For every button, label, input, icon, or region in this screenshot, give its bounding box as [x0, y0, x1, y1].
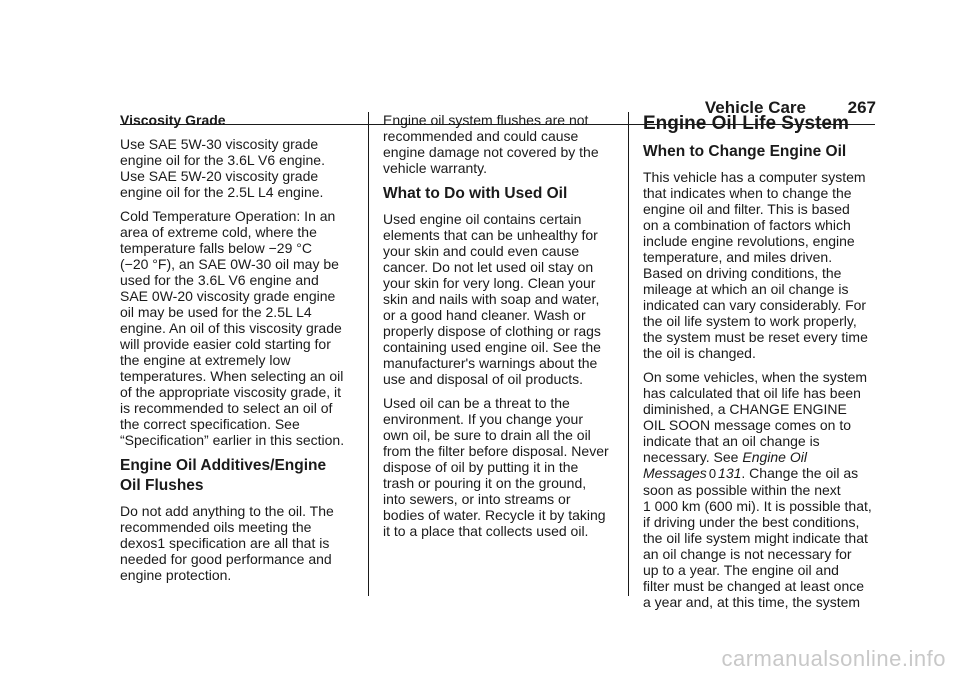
- watermark-text: carmanualsonline.info: [721, 646, 946, 671]
- page-reference-number[interactable]: 131: [718, 465, 742, 481]
- section-title: Vehicle Care: [704, 98, 806, 117]
- oil-life-system-heading: Engine Oil Life System: [643, 113, 849, 134]
- oil-life-paragraph-2: [643, 369, 879, 610]
- used-oil-heading: What to Do with Used Oil: [383, 185, 568, 202]
- viscosity-paragraph-2: Cold Temperature Operation: In an area of extreme cold, where the temperature falls below −29 °C (−20 °F), an SAE 0W-30 oil may be used for the 3.6L V6 engine and SAE 0W-20 viscosity grade engine oil may be used for the 2.5L L4 engine. An oil of this viscosity grade will provide easier cold starting for the engine at extremely low temperatures. When selecting an oil of the appropriate viscosity grade, it is recommended to select an oil of the correct specification. See “Specification” earlier in this section.: [120, 208, 345, 448]
- additives-paragraph: Do not add anything to the oil. The recommended oils meeting the dexos1 specification are all that is needed for good performance and engine protection.: [120, 503, 334, 583]
- viscosity-paragraph-1: Use SAE 5W-30 viscosity grade engine oil for the 3.6L V6 engine. Use SAE 5W-20 viscosity grade engine oil for the 2.5L L4 engine.: [120, 136, 325, 200]
- used-oil-paragraph-1: Used engine oil contains certain elements that can be unhealthy for your skin and could even cause cancer. Do not let used oil stay on your skin for very long. Clean your skin and nails with soap and water, or a good hand cleaner. Wash or properly dispose of clothing or rags containing used engine oil. See the manufacturer's warnings about the use and disposal of oil products.: [383, 211, 601, 387]
- column-divider-2: [628, 112, 629, 596]
- viscosity-grade-heading: Viscosity Grade: [120, 112, 226, 128]
- paragraph-2-end: . Change the oil as soon as possible within the next 1 000 km (600 mi). It is possible that, if driving under the best conditions, the oil life system might indicate that an oil change is not necessary for up to a year. The engine oil and filter must be changed at least once a year and, at this time, the system: [643, 465, 872, 610]
- page-reference-icon: 0: [708, 466, 717, 481]
- additives-heading: Engine Oil Additives/Engine Oil Flushes: [120, 457, 327, 494]
- engine-oil-messages-link[interactable]: Engine Oil Messages: [643, 449, 807, 481]
- used-oil-paragraph-2: Used oil can be a threat to the environment. If you change your own oil, be sure to drain all the oil from the filter before disposal. Never dispose of oil by putting it in the trash or pouring it on the ground, into sewers, or into streams or bodies of water. Recycle it by taking it to a place that collects used oil.: [383, 395, 609, 539]
- column-3: [643, 112, 879, 618]
- column-divider-1: [368, 112, 369, 596]
- oil-life-paragraph-1: This vehicle has a computer system that indicates when to change the engine oil and filter. This is based on a combination of factors which include engine revolutions, engine temperature, and miles driven. Based on driving conditions, the mileage at which an oil change is indicated can vary considerably. For the oil life system to work properly, the system must be reset every time the oil is changed.: [643, 169, 868, 361]
- column-2: [383, 112, 619, 547]
- flush-paragraph: Engine oil system flushes are not recommended and could cause engine damage not covered by the vehicle warranty.: [383, 112, 599, 176]
- column-1: [120, 112, 356, 591]
- paragraph-2-start: On some vehicles, when the system has calculated that oil life has been diminished, a CHANGE ENGINE OIL SOON message comes on to indicate that an oil change is necessary. See: [643, 369, 868, 465]
- when-to-change-heading: When to Change Engine Oil: [643, 143, 847, 160]
- page-number: 267: [847, 98, 876, 117]
